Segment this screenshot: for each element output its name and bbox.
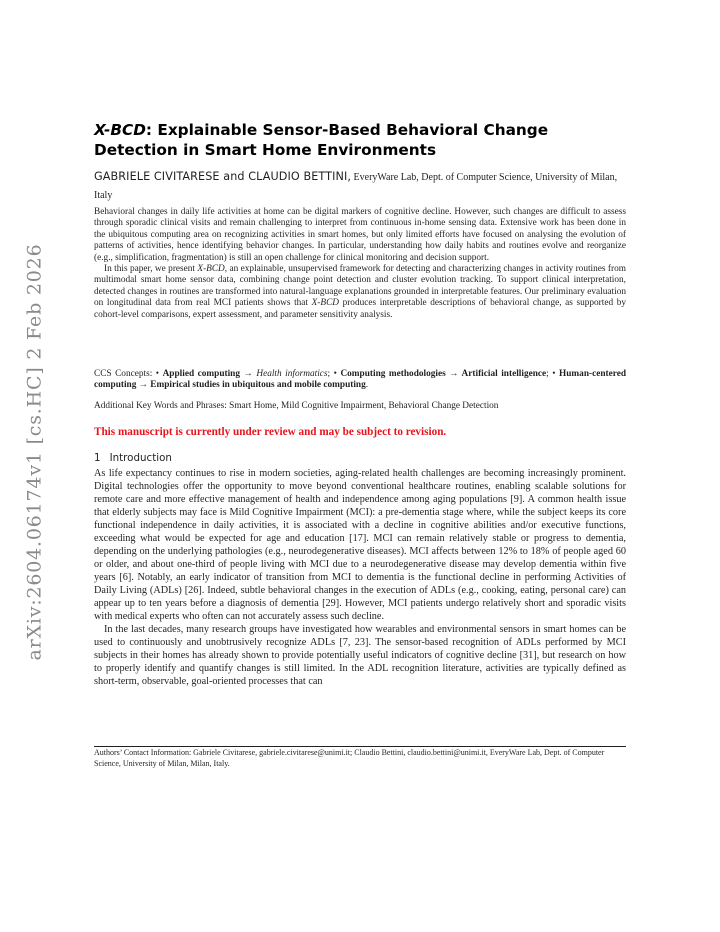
author-block	[94, 168, 626, 204]
author-names: GABRIELE CIVITARESE and CLAUDIO BETTINI,	[94, 170, 352, 183]
paper-title	[94, 120, 626, 160]
title-system-name: X-BCD	[94, 121, 146, 139]
section-title: Introduction	[109, 452, 172, 464]
abstract-system-name: X-BCD	[311, 298, 339, 309]
section-number: 1	[94, 452, 101, 464]
ccs-subconcept: Health informatics	[256, 369, 328, 379]
section-heading	[94, 452, 626, 464]
ccs-concept: Human-centered computing → Empirical studies in ubiquitous and mobile computing	[94, 369, 626, 391]
footnote: Authors’ Contact Information: Gabriele Civitarese, gabriele.civitarese@unimi.it; Claudio Bettini, claudio.bettini@unimi.it, EveryWare Lab, Dept. of Computer Science, University of Milan, Milan, Italy.	[94, 748, 605, 768]
ccs-concept: Applied computing	[162, 369, 240, 379]
abstract-text: produces interpretable descriptions of behavioral change, as supported by cohort-level comparisons, expert assessment, and parameter sensitivity analysis.	[94, 298, 626, 320]
ccs-separator: ; •	[327, 369, 341, 379]
arxiv-identifier-text: arXiv:2604.06174v1 [cs.HC] 2 Feb 2026	[23, 243, 46, 661]
body-paragraph-1: As life expectancy continues to rise in modern societies, aging-related health challenges are becoming increasingly prominent. Digital technologies offer the opportunity to move beyond conventional healthcare routines, enabling scalable solutions for remote care and more effective management of health and independence among aging populations [9]. A common health issue that elderly subjects may face is Mild Cognitive Impairment (MCI): a pre-dementia stage where, while the subject keeps its core functional independence in daily activities, it is associated with a decline in cognitive abilities and/or executive functions, exceeding what would be expected for age and education [17]. MCI can remain relatively stable or progress to dementia, depending on the underlying pathologies (e.g., neurodegenerative diseases). MCI affects between 12% to 18% of people aged 60 or older, and about one-third of people living with MCI due to a neurodegenerative disease may develop dementia within five years [6]. Notably, an early indicator of transition from MCI to dementia is the functional decline in performing Activities of Daily Living (ADLs) [26]. Indeed, subtle behavioral changes in the execution of ADLs (e.g., cooking, eating, personal care) can appear up to ten years before a diagnosis of dementia [29]. However, MCI patients undergo relatively short and sporadic visits with medical experts who often can not accurately assess such decline.	[94, 468, 626, 622]
ccs-concepts	[94, 369, 626, 392]
footnote-divider	[94, 746, 626, 747]
abstract-text: , an explainable, unsupervised framework for detecting and characterizing changes in activity routines from multimodal smart home sensor data, combining change point detection and cluster evolution tracking. To support clinical interpretation, detected changes in routines are transformed into natural-language explanations grounded in interpretable features. Our preliminary evaluation on longitudinal data from real MCI patients shows that	[94, 264, 626, 309]
abstract-system-name: X-BCD	[197, 264, 225, 275]
author-affiliation: EveryWare Lab, Dept. of Computer Science, University of Milan, Italy	[94, 172, 618, 201]
abstract-paragraph-2	[94, 264, 626, 321]
title-rest: : Explainable Sensor-Based Behavioral Change Detection in Smart Home Environments	[94, 121, 549, 159]
abstract	[94, 207, 626, 321]
ccs-arrow: →	[240, 369, 257, 379]
ccs-separator: ; •	[546, 369, 560, 379]
ccs-end: .	[365, 380, 369, 391]
review-notice: This manuscript is currently under review and may be subject to revision.	[94, 426, 447, 438]
body-text	[94, 467, 626, 688]
keywords: Additional Key Words and Phrases: Smart Home, Mild Cognitive Impairment, Behavioral Change Detection	[94, 401, 499, 411]
arxiv-identifier	[16, 243, 52, 661]
ccs-concept: Computing methodologies → Artificial intelligence	[340, 369, 547, 379]
abstract-text: In this paper, we present	[104, 264, 198, 275]
body-paragraph-2: In the last decades, many research groups have investigated how wearables and environmental sensors in smart homes can be used to continuously and unobtrusively recognize ADLs [7, 23]. The sensor-based recognition of ADLs performed by MCI subjects in their homes has already shown to provide potentially useful indicators of cognitive decline [31], but research on how to properly identify and quantify changes is still limited. In the ADL recognition literature, activities are typically defined as short-term, observable, goal-oriented processes that can	[94, 624, 626, 687]
ccs-label: CCS Concepts: •	[94, 369, 163, 379]
abstract-paragraph-1: Behavioral changes in daily life activities at home can be digital markers of cognitive decline. However, such changes are difficult to assess through sporadic clinical visits and remain challenging to interpret from continuous in-home sensing data. Extensive work has been done in the ubiquitous computing area on recognizing activities in smart homes, but only limited efforts have focused on analysing the evolution of patterns of activities, hence identifying behavior changes. In particular, understanding how daily habits and routines evolve and reorganize (e.g., simplification, fragmentation) is still an open challenge for clinical monitoring and decision support.	[94, 207, 626, 263]
